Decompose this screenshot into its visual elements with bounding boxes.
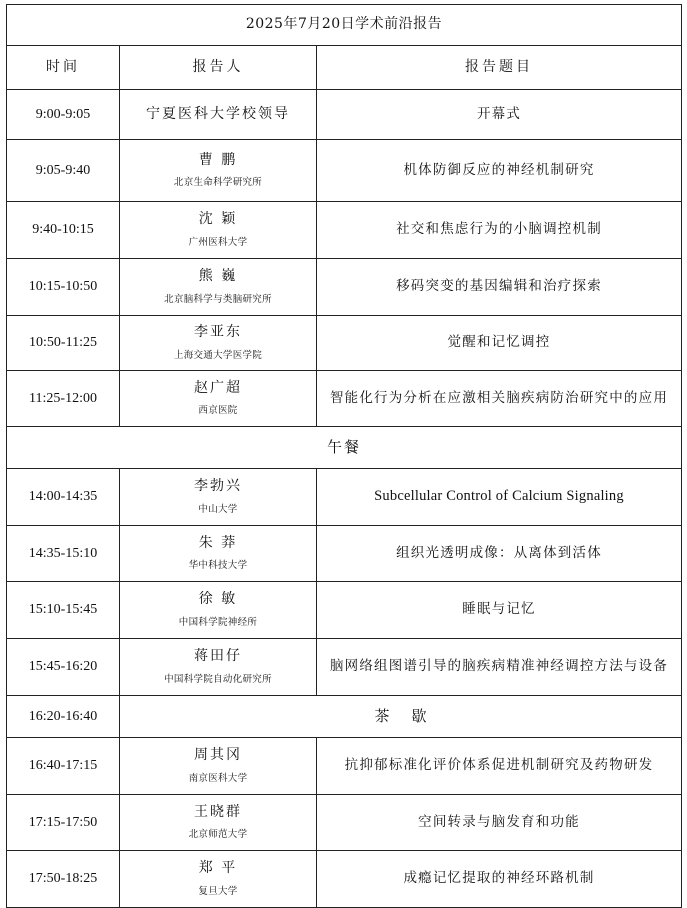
speaker-cell <box>120 469 317 526</box>
talk-topic: 开幕式 <box>317 90 682 140</box>
header-speaker: 报告人 <box>120 46 317 90</box>
session-row <box>7 90 682 140</box>
speaker-affiliation: 华中科技大学 <box>188 560 248 572</box>
session-time: 9:05-9:40 <box>7 140 120 202</box>
speaker-affiliation: 西京医院 <box>198 405 238 417</box>
speaker-name: 蒋田仔 <box>194 648 242 665</box>
speaker-cell <box>120 202 317 259</box>
session-row <box>7 259 682 316</box>
talk-topic: Subcellular Control of Calcium Signaling <box>317 469 682 526</box>
speaker-affiliation: 北京脑科学与类脑研究所 <box>164 293 272 305</box>
talk-topic: 机体防御反应的神经机制研究 <box>317 140 682 202</box>
speaker-cell <box>120 259 317 316</box>
speaker-cell <box>120 582 317 639</box>
session-time: 15:45-16:20 <box>7 639 120 696</box>
speaker-name: 王晓群 <box>194 803 242 820</box>
talk-topic: 智能化行为分析在应激相关脑疾病防治研究中的应用 <box>317 371 682 427</box>
speaker-cell <box>120 738 317 795</box>
session-row <box>7 469 682 526</box>
talk-topic: 睡眠与记忆 <box>317 582 682 639</box>
speaker-name: 赵广超 <box>194 379 242 396</box>
talk-topic: 成瘾记忆提取的神经环路机制 <box>317 851 682 908</box>
header-row <box>7 46 682 90</box>
talk-topic: 社交和焦虑行为的小脑调控机制 <box>317 202 682 259</box>
speaker-name: 周其冈 <box>194 747 242 764</box>
session-time: 10:15-10:50 <box>7 259 120 316</box>
speaker-cell <box>120 851 317 908</box>
session-row <box>7 316 682 371</box>
talk-topic: 觉醒和记忆调控 <box>317 316 682 371</box>
talk-topic: 移码突变的基因编辑和治疗探索 <box>317 259 682 316</box>
break-label: 茶歇 <box>120 696 682 738</box>
speaker-cell <box>120 140 317 202</box>
session-row <box>7 851 682 908</box>
speaker-cell <box>120 90 317 140</box>
header-topic: 报告题目 <box>317 46 682 90</box>
session-time: 9:40-10:15 <box>7 202 120 259</box>
speaker-affiliation: 复旦大学 <box>198 885 238 897</box>
schedule-title: 2025年7月20日学术前沿报告 <box>7 5 682 46</box>
session-time: 14:35-15:10 <box>7 526 120 582</box>
speaker-name: 熊 巍 <box>198 268 238 285</box>
speaker-cell <box>120 371 317 427</box>
speaker-affiliation: 中国科学院自动化研究所 <box>164 673 272 685</box>
talk-topic: 组织光透明成像：从离体到活体 <box>317 526 682 582</box>
speaker-affiliation: 中国科学院神经所 <box>178 616 258 628</box>
speaker-cell <box>120 795 317 851</box>
lunch-break-row <box>7 427 682 469</box>
talk-topic: 脑网络组图谱引导的脑疾病精准神经调控方法与设备 <box>317 639 682 696</box>
header-time: 时间 <box>7 46 120 90</box>
talk-topic: 空间转录与脑发育和功能 <box>317 795 682 851</box>
speaker-name: 朱 莽 <box>198 534 238 551</box>
session-time: 11:25-12:00 <box>7 371 120 427</box>
speaker-name: 徐 敏 <box>198 591 238 608</box>
session-row <box>7 202 682 259</box>
title-row <box>7 5 682 46</box>
talk-topic: 抗抑郁标准化评价体系促进机制研究及药物研发 <box>317 738 682 795</box>
break-label: 午餐 <box>7 427 682 469</box>
session-time: 16:20-16:40 <box>7 696 120 738</box>
speaker-name: 沈 颖 <box>198 211 238 228</box>
speaker-name: 郑 平 <box>198 860 238 877</box>
session-time: 14:00-14:35 <box>7 469 120 526</box>
speaker-affiliation: 上海交通大学医学院 <box>173 349 263 361</box>
session-time: 17:15-17:50 <box>7 795 120 851</box>
speaker-name: 李亚东 <box>194 324 242 341</box>
session-row <box>7 639 682 696</box>
speaker-affiliation: 中山大学 <box>198 503 238 515</box>
session-time: 16:40-17:15 <box>7 738 120 795</box>
session-time: 9:00-9:05 <box>7 90 120 140</box>
schedule-table <box>6 4 682 908</box>
tea-break-row <box>7 696 682 738</box>
speaker-cell <box>120 526 317 582</box>
session-row <box>7 738 682 795</box>
session-row <box>7 526 682 582</box>
session-row <box>7 582 682 639</box>
session-row <box>7 371 682 427</box>
session-time: 17:50-18:25 <box>7 851 120 908</box>
speaker-affiliation: 北京生命科学研究所 <box>173 177 263 189</box>
speaker-affiliation: 广州医科大学 <box>188 236 248 248</box>
speaker-affiliation: 南京医科大学 <box>188 772 248 784</box>
session-row <box>7 795 682 851</box>
speaker-name: 宁夏医科大学校领导 <box>146 105 290 122</box>
speaker-name: 曹 鹏 <box>198 151 238 168</box>
speaker-cell <box>120 639 317 696</box>
session-time: 10:50-11:25 <box>7 316 120 371</box>
speaker-name: 李勃兴 <box>194 478 242 495</box>
speaker-cell <box>120 316 317 371</box>
session-time: 15:10-15:45 <box>7 582 120 639</box>
speaker-affiliation: 北京师范大学 <box>188 829 248 841</box>
session-row <box>7 140 682 202</box>
